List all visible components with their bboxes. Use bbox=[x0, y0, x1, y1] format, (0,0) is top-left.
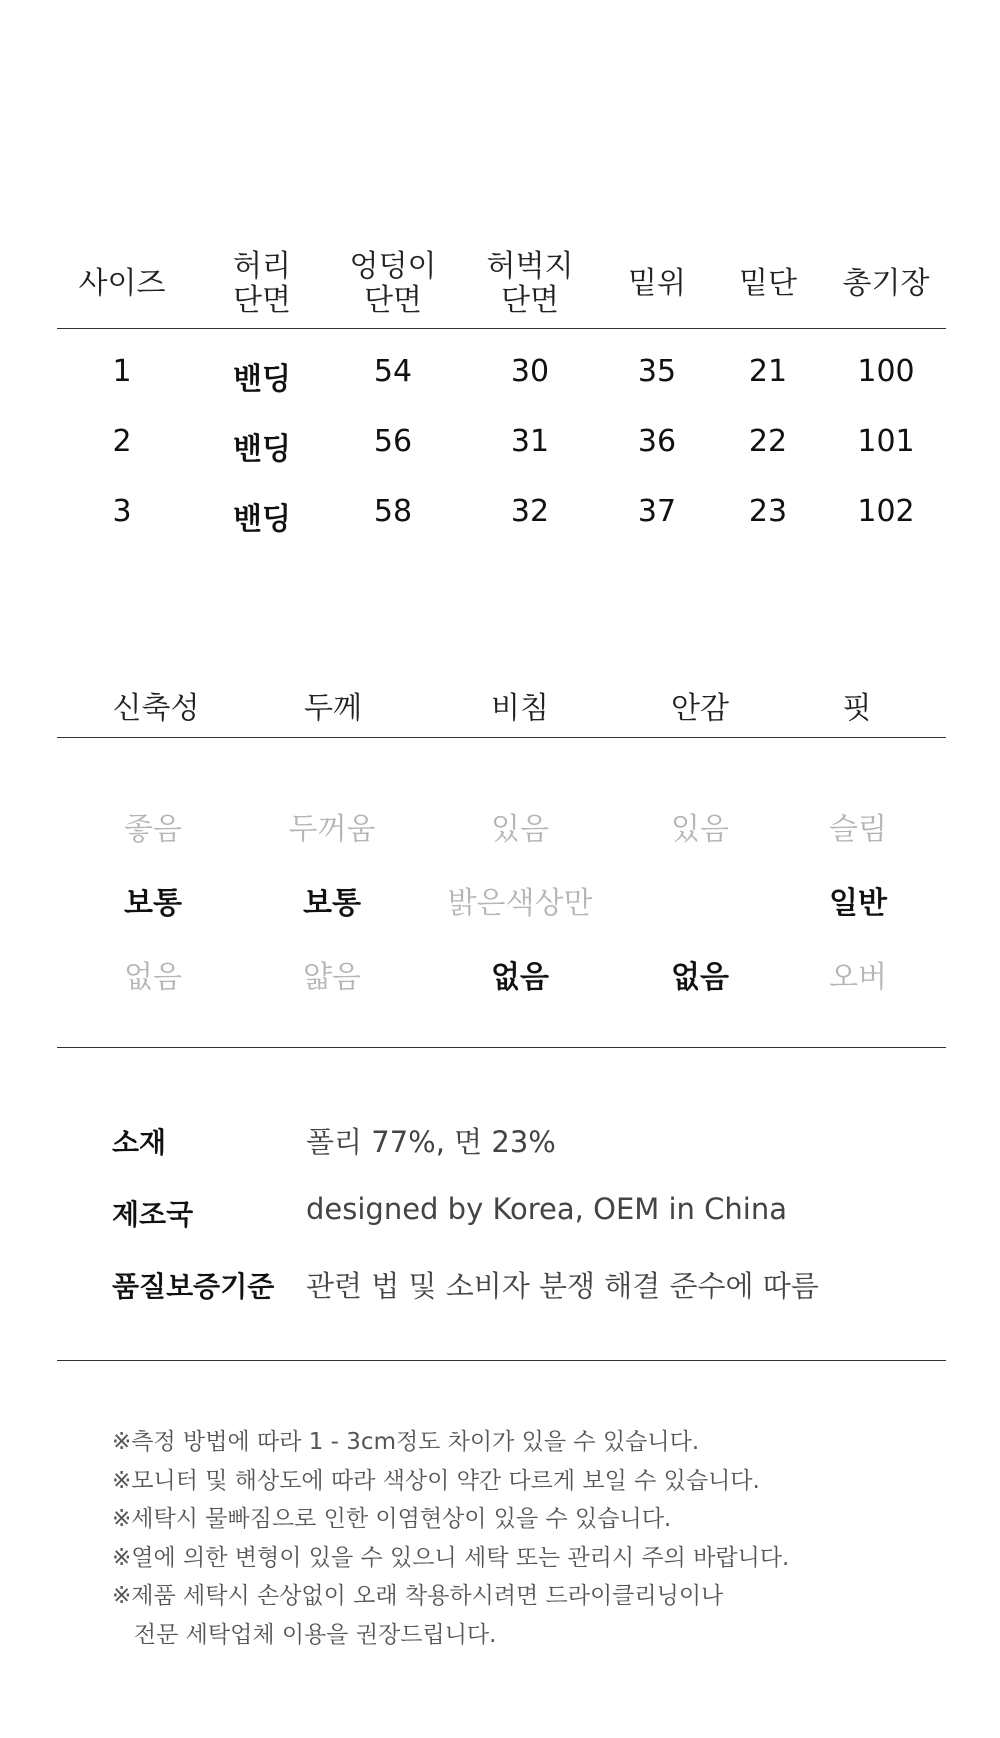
option-sheer-none: 없음 bbox=[491, 960, 549, 995]
info-value-material: 폴리 77%, 면 23% bbox=[306, 1125, 556, 1159]
cell-thigh: 32 bbox=[510, 494, 550, 529]
note-line: ※측정 방법에 따라 1 - 3cm정도 차이가 있을 수 있습니다. bbox=[112, 1429, 700, 1455]
info-label-material: 소재 bbox=[112, 1126, 167, 1159]
cell-rise: 37 bbox=[637, 494, 677, 529]
option-stretch-good: 좋음 bbox=[124, 812, 182, 847]
cell-hip: 58 bbox=[373, 494, 413, 529]
cell-length: 100 bbox=[857, 354, 915, 389]
cell-waist: 밴딩 bbox=[233, 432, 291, 467]
size-header-thigh: 허벅지 단면 bbox=[486, 249, 574, 318]
feature-header-thickness: 두께 bbox=[304, 691, 362, 726]
option-fit-regular: 일반 bbox=[829, 886, 887, 921]
cell-rise: 36 bbox=[637, 424, 677, 459]
size-header-size: 사이즈 bbox=[78, 266, 166, 301]
note-line: ※모니터 및 해상도에 따라 색상이 약간 다르게 보일 수 있습니다. bbox=[112, 1468, 760, 1494]
cell-rise: 35 bbox=[637, 354, 677, 389]
cell-hip: 54 bbox=[373, 354, 413, 389]
size-header-waist: 허리 단면 bbox=[233, 249, 291, 318]
note-line: ※세탁시 물빠짐으로 인한 이염현상이 있을 수 있습니다. bbox=[112, 1506, 672, 1532]
size-header-length: 총기장 bbox=[842, 266, 930, 301]
cell-size: 2 bbox=[112, 424, 132, 459]
cell-length: 101 bbox=[857, 424, 915, 459]
option-sheer-yes: 있음 bbox=[491, 812, 549, 847]
option-fit-slim: 슬림 bbox=[829, 812, 887, 847]
info-value-country: designed by Korea, OEM in China bbox=[306, 1192, 787, 1226]
note-line: 전문 세탁업체 이용을 권장드립니다. bbox=[112, 1622, 497, 1648]
option-thickness-normal: 보통 bbox=[303, 886, 361, 921]
cell-hip: 56 bbox=[373, 424, 413, 459]
option-thickness-thin: 얇음 bbox=[303, 960, 361, 995]
cell-hem: 21 bbox=[748, 354, 788, 389]
size-table-divider bbox=[57, 328, 946, 329]
cell-hem: 22 bbox=[748, 424, 788, 459]
cell-thigh: 31 bbox=[510, 424, 550, 459]
option-stretch-none: 없음 bbox=[124, 960, 182, 995]
info-bottom-divider bbox=[57, 1360, 946, 1361]
option-lining-none: 없음 bbox=[671, 960, 729, 995]
info-label-country: 제조국 bbox=[112, 1198, 194, 1231]
feature-header-divider bbox=[57, 737, 946, 738]
cell-waist: 밴딩 bbox=[233, 362, 291, 397]
option-fit-over: 오버 bbox=[829, 960, 887, 995]
cell-length: 102 bbox=[857, 494, 915, 529]
feature-bottom-divider bbox=[57, 1047, 946, 1048]
feature-header-fit: 핏 bbox=[842, 691, 872, 726]
feature-header-sheerness: 비침 bbox=[491, 691, 549, 726]
note-line: ※제품 세탁시 손상없이 오래 착용하시려면 드라이클리닝이나 bbox=[112, 1583, 724, 1609]
option-thickness-thick: 두꺼움 bbox=[288, 812, 376, 847]
option-stretch-normal: 보통 bbox=[124, 886, 182, 921]
note-line: ※열에 의한 변형이 있을 수 있으니 세탁 또는 관리시 주의 바랍니다. bbox=[112, 1545, 790, 1571]
cell-hem: 23 bbox=[748, 494, 788, 529]
info-value-quality: 관련 법 및 소비자 분쟁 해결 준수에 따름 bbox=[306, 1269, 819, 1303]
size-header-hem: 밑단 bbox=[739, 266, 797, 301]
size-header-rise: 밑위 bbox=[628, 266, 686, 301]
option-sheer-light-colors: 밝은색상만 bbox=[447, 886, 593, 921]
cell-thigh: 30 bbox=[510, 354, 550, 389]
feature-header-stretch: 신축성 bbox=[112, 691, 200, 726]
option-lining-yes: 있음 bbox=[671, 812, 729, 847]
size-header-hip: 엉덩이 단면 bbox=[349, 249, 437, 318]
cell-size: 1 bbox=[112, 354, 132, 389]
cell-size: 3 bbox=[112, 494, 132, 529]
feature-header-lining: 안감 bbox=[671, 691, 729, 726]
info-label-quality: 품질보증기준 bbox=[112, 1270, 275, 1303]
cell-waist: 밴딩 bbox=[233, 502, 291, 537]
